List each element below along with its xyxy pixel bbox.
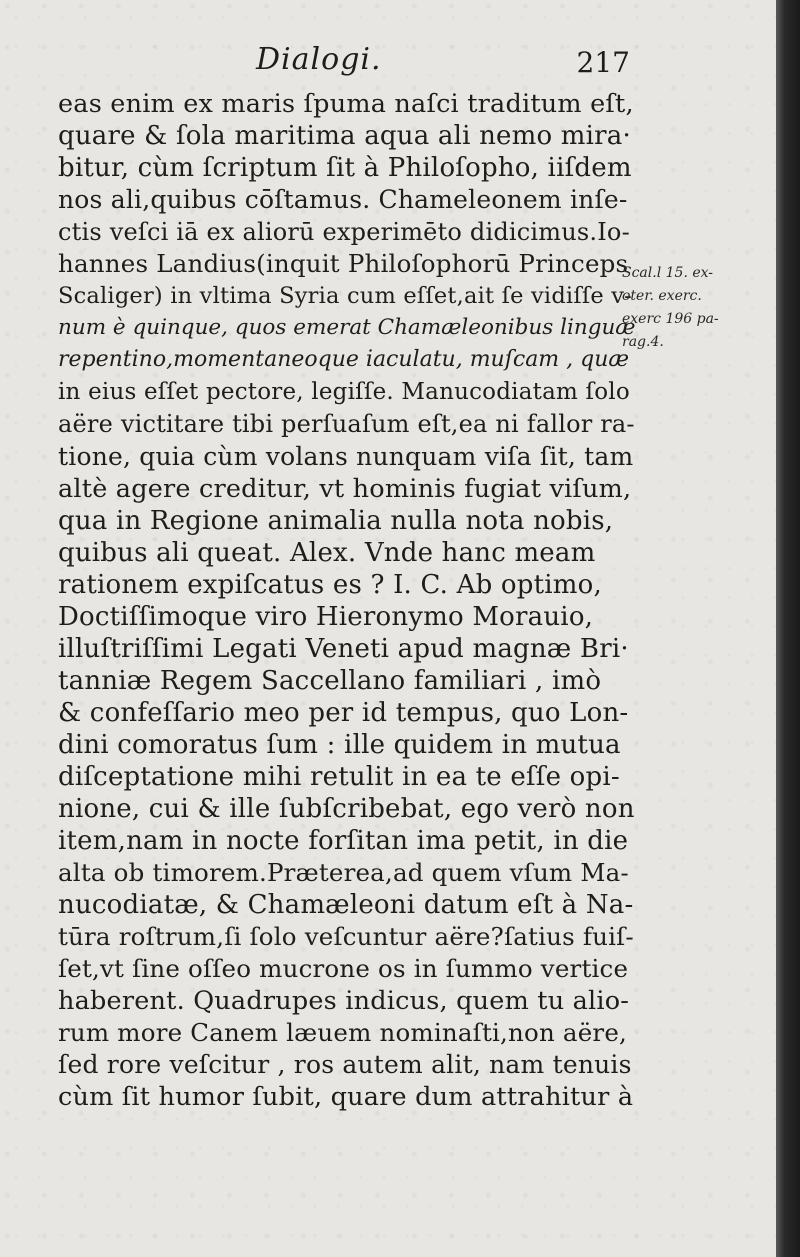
text-line: aëre victitare tibi perſuaſum eſt,ea ni fallor ra- — [58, 410, 635, 439]
text-line: & confeſſario meo per id tempus, quo Lon- — [58, 697, 629, 728]
running-header — [60, 40, 630, 90]
text-line: rationem expiſcatus es ? I. C. Ab optimo, — [58, 569, 602, 600]
text-line: ctis veſci iā ex aliorū experimēto didicimus.Io- — [58, 218, 630, 247]
text-line: tūra roſtrum,ſi ſolo veſcuntur aëre?ſatius fuiſ- — [58, 922, 634, 952]
text-line: diſceptatione mihi retulit in ea te eſſe opi- — [58, 761, 620, 792]
page-number: 217 — [576, 46, 630, 79]
margin-note-line: rag.4. — [622, 334, 664, 350]
text-line: nucodiatæ, & Chamæleoni datum eſt à Na- — [58, 890, 634, 921]
text-line: eas enim ex maris ſpuma naſci traditum eſt, — [58, 89, 634, 119]
book-spine-edge — [776, 0, 800, 1257]
margin-note-line: Scal.l 15. ex- — [622, 265, 714, 281]
text-line: qua in Regione animalia nulla nota nobis, — [58, 505, 614, 536]
text-line: nos ali,quibus cōſtamus. Chameleonem inſe- — [58, 185, 628, 215]
text-line: tanniæ Regem Saccellano familiari , imò — [58, 665, 602, 696]
text-line: bitur, cùm ſcriptum ſit à Philoſopho, iiſdem — [58, 153, 632, 184]
margin-note-line: exerc 196 pa- — [622, 311, 719, 327]
text-line: altè agere creditur, vt hominis fugiat viſum, — [58, 473, 632, 504]
text-line: haberent. Quadrupes indicus, quem tu alio- — [58, 986, 630, 1017]
text-line: dini comoratus ſum : ille quidem in mutua — [58, 729, 621, 760]
text-line: quare & ſola maritima aqua ali nemo mira· — [58, 121, 631, 152]
margin-note-line: oter. exerc. — [622, 288, 702, 304]
text-line: nione, cui & ille ſubſcribebat, ego verò non — [58, 794, 635, 825]
text-line: Scaliger) in vltima Syria cum eſſet,ait ſe vidiſſe v- — [58, 283, 632, 310]
text-line: in eius eſſet pectore, legiſſe. Manucodiatam ſolo — [58, 379, 630, 406]
text-line: hannes Landius(inquit Philoſophorū Princeps — [58, 249, 629, 279]
text-line-italic: num è quinque, quos emerat Chamæleonibus linguæ — [58, 315, 636, 341]
text-line: quibus ali queat. Alex. Vnde hanc meam — [58, 537, 596, 568]
text-line-italic: repentino,momentaneoque iaculatu, muſcam , quæ — [58, 347, 630, 373]
text-line: item,nam in nocte forſitan ima petit, in die — [58, 826, 629, 857]
page-title: Dialogi. — [256, 42, 382, 77]
margin-citation — [622, 262, 772, 354]
text-line: illuſtriſſimi Legati Veneti apud magnæ Bri· — [58, 633, 629, 664]
text-line: tione, quia cùm volans nunquam viſa ſit, tam — [58, 441, 634, 471]
text-line: ſed rore veſcitur , ros autem alit, nam tenuis — [58, 1050, 632, 1080]
text-line: Doctiſſimoque viro Hieronymo Morauio, — [58, 601, 594, 632]
text-line: alta ob timorem.Præterea,ad quem vſum Ma- — [58, 858, 629, 888]
text-line: rum more Canem læuem nominaſti,non aëre, — [58, 1018, 628, 1048]
text-line: cùm ſit humor ſubit, quare dum attrahitur à — [58, 1082, 634, 1113]
body-text — [58, 88, 636, 1114]
text-line: ſet,vt ſine oſſeo mucrone os in ſummo vertice — [58, 954, 629, 984]
